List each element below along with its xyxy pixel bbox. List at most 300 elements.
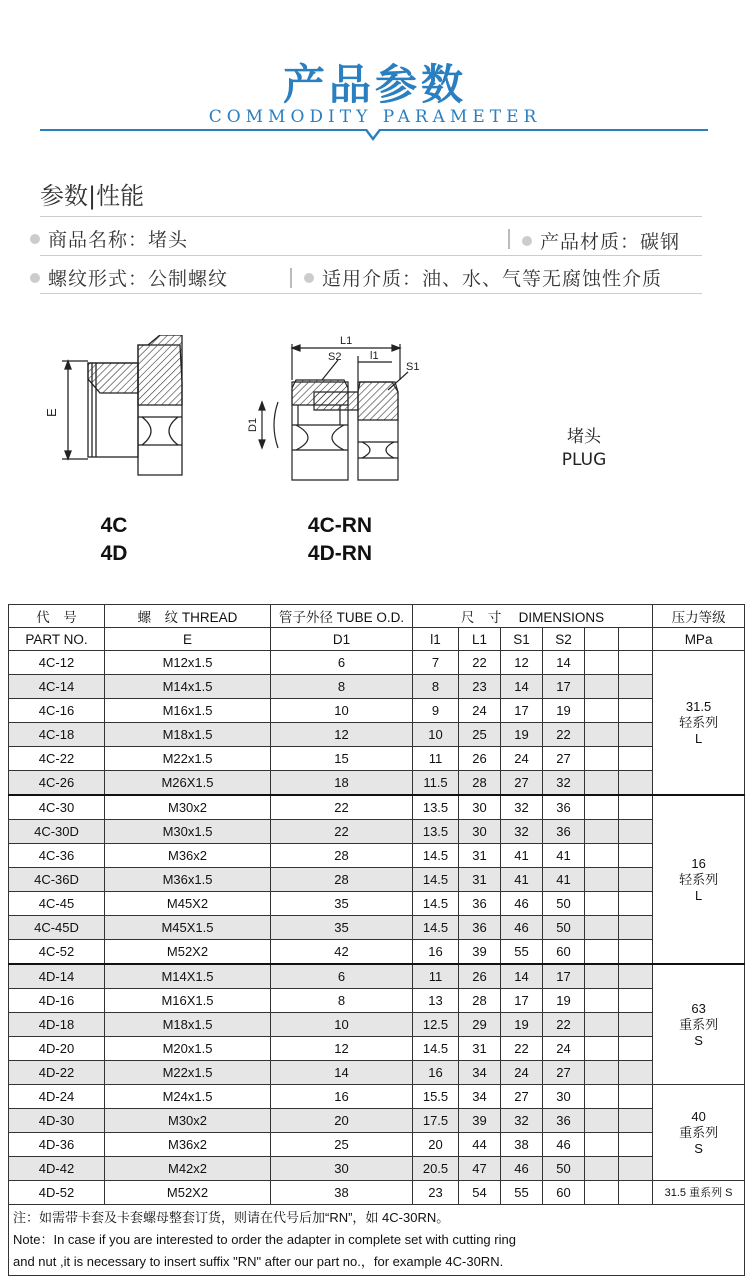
header-L1: L1: [459, 628, 501, 651]
cell-l1: 12.5: [413, 1013, 459, 1037]
cell-blank: [619, 795, 653, 820]
cell-thread: M36x2: [105, 844, 271, 868]
cell-S1: 46: [501, 916, 543, 940]
table-row: [9, 1157, 745, 1181]
chevron-down-icon: [364, 129, 382, 147]
cell-S1: 14: [501, 675, 543, 699]
cell-part-no: 4C-52: [9, 940, 105, 965]
cell-thread: M30x1.5: [105, 820, 271, 844]
cell-l1: 20: [413, 1133, 459, 1157]
cell-thread: M18x1.5: [105, 1013, 271, 1037]
cell-blank: [619, 747, 653, 771]
cell-L1: 30: [459, 795, 501, 820]
info-material: 产品材质：碳钢: [522, 227, 680, 254]
cell-part-no: 4C-18: [9, 723, 105, 747]
cell-part-no: 4D-18: [9, 1013, 105, 1037]
cell-L1: 29: [459, 1013, 501, 1037]
cell-thread: M30x2: [105, 1109, 271, 1133]
cell-part-no: 4C-14: [9, 675, 105, 699]
table-row: [9, 699, 745, 723]
cell-l1: 14.5: [413, 892, 459, 916]
dim-S1-label: S1: [406, 361, 420, 373]
divider: [40, 293, 702, 294]
pressure-line: 31.5: [685, 698, 712, 714]
cell-L1: 28: [459, 771, 501, 796]
cell-tube-od: 25: [271, 1133, 413, 1157]
cell-part-no: 4C-16: [9, 699, 105, 723]
cell-S2: 60: [543, 1181, 585, 1205]
cell-S1: 41: [501, 844, 543, 868]
cell-blank: [585, 1157, 619, 1181]
dim-D1-label: D1: [247, 417, 259, 432]
cell-blank: [585, 723, 619, 747]
page-subtitle: COMMODITY PARAMETER: [208, 107, 542, 127]
header-blank: [585, 628, 619, 651]
cell-part-no: 4C-26: [9, 771, 105, 796]
cell-blank: [585, 699, 619, 723]
dim-S2-label: S2: [328, 351, 342, 363]
bullet-icon: [30, 234, 40, 244]
header-l1: l1: [413, 628, 459, 651]
cell-part-no: 4D-14: [9, 964, 105, 989]
cell-S2: 41: [543, 868, 585, 892]
cell-blank: [619, 989, 653, 1013]
cell-l1: 10: [413, 723, 459, 747]
cell-part-no: 4D-20: [9, 1037, 105, 1061]
cell-blank: [619, 1013, 653, 1037]
cell-blank: [619, 675, 653, 699]
bullet-icon: [30, 273, 40, 283]
table-note: [9, 1205, 745, 1276]
table-row: [9, 1085, 745, 1109]
cell-tube-od: 16: [271, 1085, 413, 1109]
cell-pressure-group: [653, 1181, 745, 1205]
cell-blank: [619, 1109, 653, 1133]
header-tube: 管子外径 TUBE O.D.: [271, 605, 413, 628]
cell-thread: M36x1.5: [105, 868, 271, 892]
cell-thread: M52X2: [105, 1181, 271, 1205]
cell-part-no: 4C-12: [9, 651, 105, 675]
cell-S1: 55: [501, 1181, 543, 1205]
cell-S1: 24: [501, 1061, 543, 1085]
table-row: [9, 651, 745, 675]
cell-S2: 36: [543, 1109, 585, 1133]
cell-S2: 17: [543, 964, 585, 989]
cell-S1: 17: [501, 989, 543, 1013]
plug-label-en: PLUG: [561, 450, 607, 470]
cell-blank: [619, 892, 653, 916]
table-row: [9, 747, 745, 771]
cell-l1: 8: [413, 675, 459, 699]
cell-L1: 23: [459, 675, 501, 699]
cell-thread: M24x1.5: [105, 1085, 271, 1109]
cell-blank: [619, 964, 653, 989]
cell-part-no: 4D-22: [9, 1061, 105, 1085]
cell-pressure-group: [653, 1085, 745, 1181]
table-row: [9, 675, 745, 699]
cell-pressure-group: [653, 964, 745, 1085]
cell-L1: 54: [459, 1181, 501, 1205]
cell-L1: 24: [459, 699, 501, 723]
pressure-line: 轻系列: [679, 871, 719, 887]
cell-blank: [585, 795, 619, 820]
cell-thread: M12x1.5: [105, 651, 271, 675]
cell-thread: M36x2: [105, 1133, 271, 1157]
bullet-icon: [522, 236, 532, 246]
cell-L1: 36: [459, 916, 501, 940]
header-part-no: PART NO.: [9, 628, 105, 651]
cell-L1: 39: [459, 1109, 501, 1133]
cell-S2: 14: [543, 651, 585, 675]
cell-l1: 13.5: [413, 795, 459, 820]
cell-L1: 28: [459, 989, 501, 1013]
header-dimensions: 尺 寸 DIMENSIONS: [413, 605, 653, 628]
cell-l1: 23: [413, 1181, 459, 1205]
table-row: [9, 916, 745, 940]
cell-S2: 50: [543, 916, 585, 940]
cell-S1: 27: [501, 1085, 543, 1109]
header-thread-sub: E: [105, 628, 271, 651]
cell-S2: 27: [543, 1061, 585, 1085]
cell-thread: M45X2: [105, 892, 271, 916]
cell-blank: [585, 1181, 619, 1205]
cell-blank: [619, 868, 653, 892]
cell-tube-od: 28: [271, 868, 413, 892]
cell-thread: M52X2: [105, 940, 271, 965]
cell-blank: [619, 771, 653, 796]
cell-blank: [585, 1133, 619, 1157]
cell-S1: 46: [501, 1157, 543, 1181]
cell-l1: 11: [413, 964, 459, 989]
cell-L1: 34: [459, 1085, 501, 1109]
parameter-table: [8, 604, 745, 1276]
cell-S2: 30: [543, 1085, 585, 1109]
cell-S1: 32: [501, 1109, 543, 1133]
cell-l1: 15.5: [413, 1085, 459, 1109]
cell-blank: [585, 1085, 619, 1109]
header-S1: S1: [501, 628, 543, 651]
cell-thread: M22x1.5: [105, 747, 271, 771]
divider: [508, 229, 510, 249]
cell-l1: 9: [413, 699, 459, 723]
cell-l1: 14.5: [413, 1037, 459, 1061]
cell-blank: [585, 916, 619, 940]
cell-thread: M22x1.5: [105, 1061, 271, 1085]
cell-thread: M26X1.5: [105, 771, 271, 796]
cell-blank: [585, 892, 619, 916]
cell-blank: [619, 1061, 653, 1085]
cell-blank: [585, 771, 619, 796]
cell-thread: M30x2: [105, 795, 271, 820]
cell-l1: 11.5: [413, 771, 459, 796]
cell-blank: [585, 1037, 619, 1061]
cell-l1: 14.5: [413, 844, 459, 868]
cell-S2: 19: [543, 699, 585, 723]
cell-tube-od: 12: [271, 723, 413, 747]
cell-tube-od: 30: [271, 1157, 413, 1181]
cell-pressure-group: [653, 651, 745, 796]
table-row: [9, 940, 745, 965]
pressure-line: S: [694, 1140, 703, 1156]
cell-thread: M20x1.5: [105, 1037, 271, 1061]
cell-S1: 38: [501, 1133, 543, 1157]
cell-S1: 32: [501, 820, 543, 844]
table-row: [9, 989, 745, 1013]
cell-l1: 17.5: [413, 1109, 459, 1133]
cell-part-no: 4C-36D: [9, 868, 105, 892]
cell-l1: 14.5: [413, 868, 459, 892]
cell-tube-od: 35: [271, 916, 413, 940]
pressure-line: 63: [691, 1000, 706, 1016]
cell-L1: 22: [459, 651, 501, 675]
cell-L1: 31: [459, 1037, 501, 1061]
cell-S2: 36: [543, 795, 585, 820]
cell-S1: 12: [501, 651, 543, 675]
cell-blank: [585, 1013, 619, 1037]
cell-part-no: 4C-36: [9, 844, 105, 868]
cell-part-no: 4C-30: [9, 795, 105, 820]
table-row: [9, 1109, 745, 1133]
cell-blank: [585, 844, 619, 868]
cell-S2: 17: [543, 675, 585, 699]
cell-S2: 50: [543, 892, 585, 916]
pressure-line: 16: [691, 855, 706, 871]
table-row: [9, 795, 745, 820]
cell-tube-od: 22: [271, 795, 413, 820]
cell-L1: 26: [459, 964, 501, 989]
cell-part-no: 4D-30: [9, 1109, 105, 1133]
cell-S2: 60: [543, 940, 585, 965]
dim-l1-label: l1: [370, 350, 379, 362]
table-row: [9, 1037, 745, 1061]
cell-tube-od: 22: [271, 820, 413, 844]
dim-E-label: E: [44, 408, 59, 417]
info-product-name: 商品名称：堵头: [30, 225, 188, 252]
cell-blank: [619, 1037, 653, 1061]
note-line: Note：In case if you are interested to order the adapter in complete set with cutting ring: [13, 1232, 516, 1247]
dim-L1-label: L1: [340, 335, 353, 347]
cell-S1: 32: [501, 795, 543, 820]
table-row: [9, 1133, 745, 1157]
cell-part-no: 4D-42: [9, 1157, 105, 1181]
pressure-line: 轻系列: [679, 714, 719, 730]
cell-tube-od: 20: [271, 1109, 413, 1133]
cell-blank: [619, 916, 653, 940]
cell-S2: 32: [543, 771, 585, 796]
table-row: [9, 771, 745, 796]
cell-blank: [585, 964, 619, 989]
cell-S1: 17: [501, 699, 543, 723]
pressure-line: 重系列: [679, 1124, 719, 1140]
cell-blank: [585, 868, 619, 892]
table-row: [9, 1061, 745, 1085]
cell-thread: M18x1.5: [105, 723, 271, 747]
cell-l1: 7: [413, 651, 459, 675]
cell-S1: 46: [501, 892, 543, 916]
cell-L1: 36: [459, 892, 501, 916]
header-blank: [619, 628, 653, 651]
cell-part-no: 4D-24: [9, 1085, 105, 1109]
header-code: 代 号: [9, 605, 105, 628]
pressure-line: L: [694, 730, 703, 746]
pressure-line: 重系列: [679, 1016, 719, 1032]
model-label-4c-rn: 4C-RN: [307, 514, 373, 537]
header-pressure: 压力等级: [653, 605, 745, 628]
cell-S2: 50: [543, 1157, 585, 1181]
cell-part-no: 4D-16: [9, 989, 105, 1013]
cell-L1: 31: [459, 844, 501, 868]
cell-part-no: 4D-36: [9, 1133, 105, 1157]
cell-S1: 22: [501, 1037, 543, 1061]
cell-L1: 30: [459, 820, 501, 844]
cell-blank: [619, 699, 653, 723]
cell-part-no: 4D-52: [9, 1181, 105, 1205]
table-note-row: [9, 1205, 745, 1276]
cell-blank: [585, 747, 619, 771]
divider: [40, 216, 702, 217]
cell-S1: 14: [501, 964, 543, 989]
header-S2: S2: [543, 628, 585, 651]
cell-tube-od: 28: [271, 844, 413, 868]
cell-l1: 13.5: [413, 820, 459, 844]
table-row: [9, 1181, 745, 1205]
cell-L1: 44: [459, 1133, 501, 1157]
model-label-4d-rn: 4D-RN: [307, 542, 373, 565]
cell-blank: [619, 651, 653, 675]
cell-L1: 39: [459, 940, 501, 965]
cell-L1: 34: [459, 1061, 501, 1085]
pressure-line: 40: [691, 1108, 706, 1124]
header-pressure-unit: MPa: [653, 628, 745, 651]
cell-l1: 20.5: [413, 1157, 459, 1181]
table-row: [9, 844, 745, 868]
cell-tube-od: 18: [271, 771, 413, 796]
cell-l1: 16: [413, 1061, 459, 1085]
model-label-4d: 4D: [100, 542, 128, 565]
pressure-line: L: [694, 887, 703, 903]
note-line: 注：如需带卡套及卡套螺母整套订货，则请在代号后加“RN”，如 4C-30RN。: [13, 1210, 450, 1225]
cell-tube-od: 38: [271, 1181, 413, 1205]
page-title: 产品参数: [282, 60, 467, 109]
cell-S2: 27: [543, 747, 585, 771]
cell-thread: M14x1.5: [105, 675, 271, 699]
pressure-line: S: [694, 1032, 703, 1048]
cell-S2: 22: [543, 1013, 585, 1037]
cell-blank: [619, 844, 653, 868]
cell-tube-od: 8: [271, 675, 413, 699]
cell-blank: [619, 940, 653, 965]
cell-S1: 19: [501, 1013, 543, 1037]
cell-thread: M16x1.5: [105, 699, 271, 723]
table-row: [9, 868, 745, 892]
cell-S2: 22: [543, 723, 585, 747]
cell-blank: [619, 1085, 653, 1109]
cell-l1: 14.5: [413, 916, 459, 940]
cell-blank: [585, 651, 619, 675]
cell-thread: M45X1.5: [105, 916, 271, 940]
note-line: and nut ,it is necessary to insert suffix "RN" after our part no.，for example 4C-30RN.: [13, 1254, 504, 1269]
table-row: [9, 892, 745, 916]
cell-part-no: 4C-30D: [9, 820, 105, 844]
cell-l1: 16: [413, 940, 459, 965]
cell-S2: 19: [543, 989, 585, 1013]
info-medium: 适用介质：油、水、气等无腐蚀性介质: [304, 264, 662, 291]
cell-tube-od: 10: [271, 699, 413, 723]
cell-L1: 26: [459, 747, 501, 771]
cell-blank: [585, 1061, 619, 1085]
cell-blank: [619, 1157, 653, 1181]
cell-S2: 36: [543, 820, 585, 844]
info-thread: 螺纹形式：公制螺纹: [30, 264, 228, 291]
divider: [290, 268, 292, 288]
plug-label-cn: 堵头: [567, 427, 601, 447]
cell-tube-od: 42: [271, 940, 413, 965]
model-label-4c: 4C: [100, 514, 128, 537]
section-title: 参数|性能: [40, 182, 145, 210]
plug-drawing: [40, 335, 200, 485]
cell-l1: 11: [413, 747, 459, 771]
cell-blank: [585, 1109, 619, 1133]
cell-blank: [585, 820, 619, 844]
cell-l1: 13: [413, 989, 459, 1013]
cell-tube-od: 6: [271, 651, 413, 675]
cell-pressure-group: [653, 795, 745, 964]
cell-tube-od: 35: [271, 892, 413, 916]
cell-thread: M14X1.5: [105, 964, 271, 989]
cell-blank: [619, 1181, 653, 1205]
cell-tube-od: 6: [271, 964, 413, 989]
cell-blank: [585, 940, 619, 965]
cell-L1: 47: [459, 1157, 501, 1181]
cell-tube-od: 12: [271, 1037, 413, 1061]
cell-thread: M42x2: [105, 1157, 271, 1181]
cell-blank: [585, 989, 619, 1013]
plug-rn-drawing: [240, 330, 440, 490]
cell-thread: M16X1.5: [105, 989, 271, 1013]
cell-S1: 27: [501, 771, 543, 796]
table-row: [9, 964, 745, 989]
cell-part-no: 4C-45: [9, 892, 105, 916]
cell-tube-od: 15: [271, 747, 413, 771]
cell-S2: 41: [543, 844, 585, 868]
cell-blank: [619, 723, 653, 747]
cell-blank: [619, 820, 653, 844]
cell-L1: 25: [459, 723, 501, 747]
cell-part-no: 4C-45D: [9, 916, 105, 940]
cell-tube-od: 14: [271, 1061, 413, 1085]
cell-S2: 24: [543, 1037, 585, 1061]
divider: [40, 255, 702, 256]
cell-S1: 19: [501, 723, 543, 747]
table-row: [9, 1013, 745, 1037]
pressure-line: 31.5 重系列 S: [664, 1186, 733, 1199]
header-thread: 螺 纹 THREAD: [105, 605, 271, 628]
cell-blank: [585, 675, 619, 699]
cell-L1: 31: [459, 868, 501, 892]
bullet-icon: [304, 273, 314, 283]
cell-part-no: 4C-22: [9, 747, 105, 771]
cell-tube-od: 10: [271, 1013, 413, 1037]
cell-S2: 46: [543, 1133, 585, 1157]
table-row: [9, 723, 745, 747]
cell-tube-od: 8: [271, 989, 413, 1013]
cell-blank: [619, 1133, 653, 1157]
table-row: [9, 820, 745, 844]
cell-S1: 55: [501, 940, 543, 965]
cell-S1: 24: [501, 747, 543, 771]
header-tube-sub: D1: [271, 628, 413, 651]
cell-S1: 41: [501, 868, 543, 892]
